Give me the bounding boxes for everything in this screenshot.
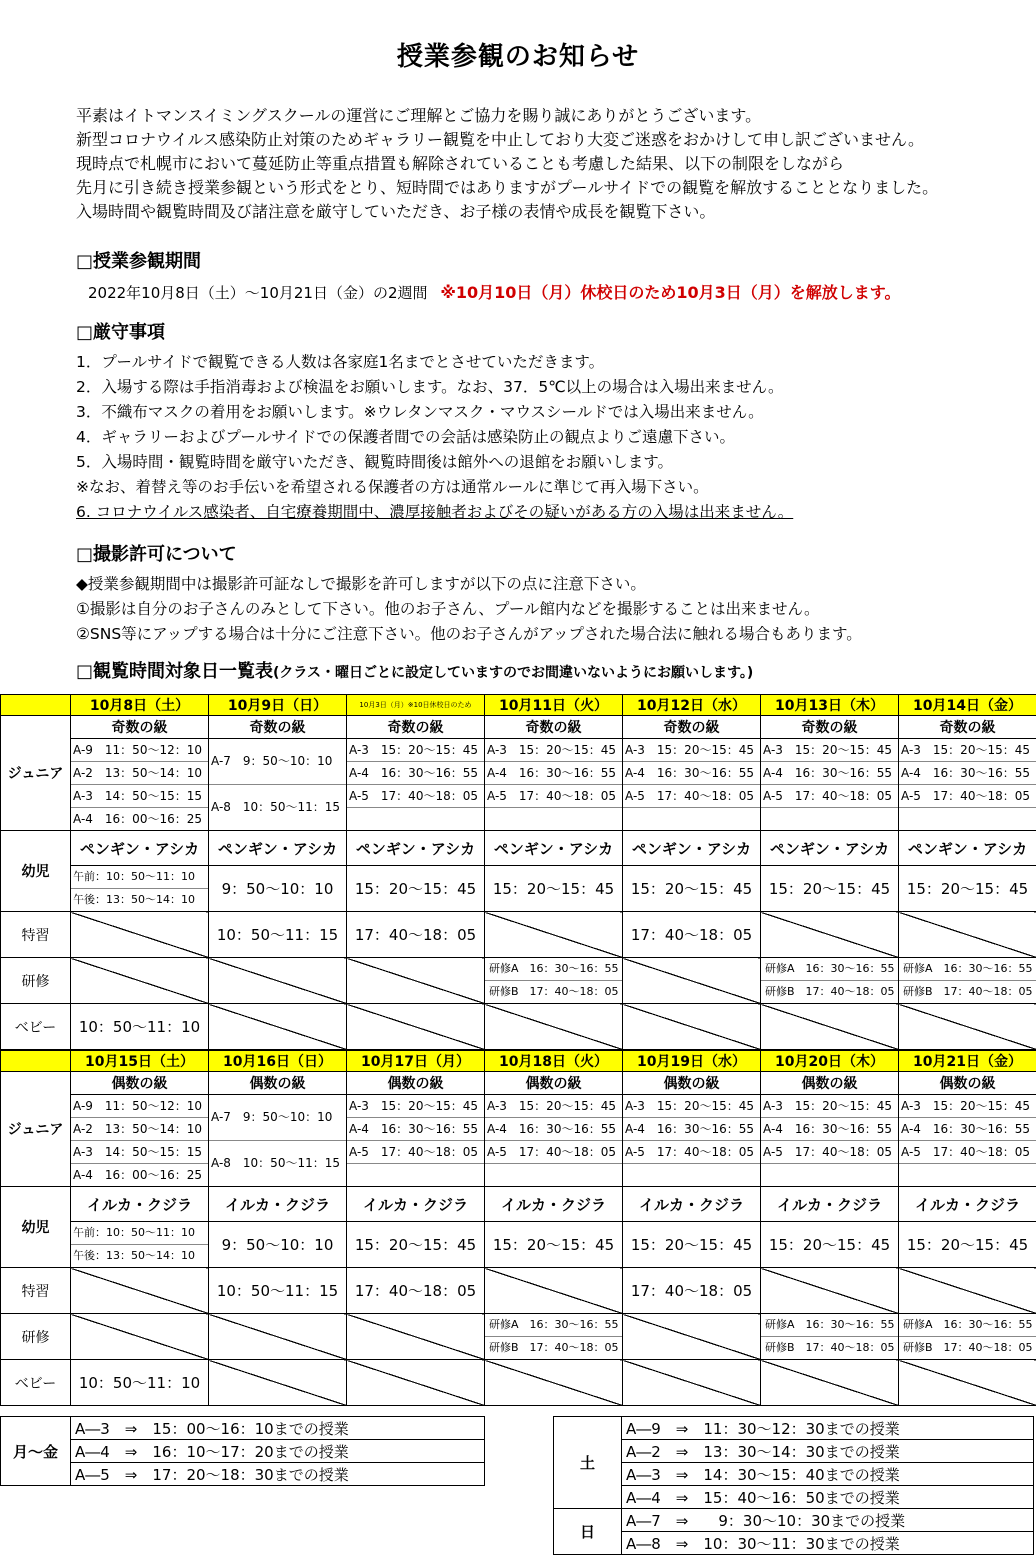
empty-cell [899,1268,1036,1314]
time-slot: 研修A 16：30～16：55 [903,962,1033,975]
rule-item: 1．プールサイドで観覧できる人数は各家庭1名までとさせていただきます。 [76,353,605,371]
time-slot: A-3 15：20～15：45 [901,743,1030,757]
time-slot: A-5 17：40～18：05 [899,1140,1036,1163]
time-slot: A-3 14：50～15：15 [71,784,208,807]
time-slot: 研修B 17：40～18：05 [761,1336,898,1359]
empty-cell [623,1314,761,1360]
youji-time: 15：20～15：45 [623,866,761,912]
intro-line: 現時点で札幌市において蔓延防止等重点措置も解除されていることも考慮した結果、以下の制限をしながら [76,154,845,173]
legend-row: A―3 ⇒ 15：00～16：10までの授業 [71,1417,485,1440]
time-slot: A-5 17：40～18：05 [623,784,760,807]
junior-slots-weekday [899,1095,1036,1187]
empty-cell [347,1004,485,1050]
empty-cell [899,1004,1036,1050]
tokushu-time: 17：40～18：05 [623,912,761,958]
time-slot [899,807,1036,830]
time-slot [761,1163,898,1186]
schedule-heading-sub: (クラス・曜日ごとに設定していますのでお間違いないようにお願いします。) [273,665,754,681]
empty-cell [761,912,899,958]
empty-cell [347,1360,485,1406]
time-slot: A-3 15：20～15：45 [625,743,754,757]
time-slot: A-4 16：30～16：55 [761,761,898,784]
tokushu-time: 10：50～11：15 [209,912,347,958]
empty-cell [71,912,209,958]
time-slot: A-3 15：20～15：45 [763,1099,892,1113]
photo-heading: □撮影許可について [76,544,237,565]
date-header: 10月15日（土） [71,1051,209,1072]
time-slot: A-2 13：50～14：10 [71,1117,208,1140]
rule-item: 5．入場時間・観覧時間を厳守いただき、観覧時間後は館外への退館をお願いします。 [76,453,674,471]
row-label-youji: 幼児 [1,831,71,912]
date-header: 10月3日（月）※10日休校日のため [347,695,485,716]
row-label-junior: ジュニア [1,716,71,831]
empty-cell [209,1004,347,1050]
tokushu-time: 17：40～18：05 [347,912,485,958]
time-slot: A-4 16：30～16：55 [485,761,622,784]
time-slot [347,807,484,830]
time-slot [761,807,898,830]
junior-slots-sun [209,1095,347,1187]
youji-level-label: ペンギン・アシカ [623,831,761,866]
time-slot: 研修A 16：30～16：55 [765,1318,895,1331]
schedule-table-week2 [0,1050,1036,1406]
youji-time: 9：50～10：10 [209,1222,347,1268]
youji-time: 15：20～15：45 [623,1222,761,1268]
schedule-heading-main: □観覧時間対象日一覧表 [76,661,274,682]
period-dates: 2022年10月8日（土）～10月21日（金）の2週間 [88,284,428,302]
empty-cell [761,1360,899,1406]
junior-slots-weekday [761,739,899,831]
time-slot: A-4 16：30～16：55 [347,1117,484,1140]
period-text [88,280,901,303]
legend-weekend [553,1416,1034,1555]
time-slot: A-9 11：50～12：10 [73,1099,202,1113]
junior-slots-sat [71,1095,209,1187]
time-slot: A-8 10：50～11：15 [209,1140,346,1186]
youji-time: 15：20～15：45 [761,866,899,912]
baby-time: 10：50～11：10 [71,1004,209,1050]
junior-slots-weekday [623,1095,761,1187]
time-slot: A-3 15：20～15：45 [487,1099,616,1113]
time-slot [623,807,760,830]
intro-line: 入場時間や観覧時間及び諸注意を厳守していただき、お子様の表情や成長を観覧下さい。 [76,202,716,221]
level-label: 偶数の級 [899,1072,1036,1095]
date-header: 10月16日（日） [209,1051,347,1072]
time-slot: 研修B 17：40～18：05 [899,1336,1036,1359]
row-label-baby: ベビー [1,1360,71,1406]
time-slot: A-5 17：40～18：05 [485,784,622,807]
tokushu-time: 17：40～18：05 [623,1268,761,1314]
time-slot: 研修B 17：40～18：05 [761,980,898,1003]
youji-time: 15：20～15：45 [899,866,1036,912]
youji-time: 15：20～15：45 [347,866,485,912]
time-slot: 研修A 16：30～16：55 [765,962,895,975]
time-slot: A-4 16：30～16：55 [899,1117,1036,1140]
youji-level-label: イルカ・クジラ [71,1187,209,1222]
empty-cell [71,958,209,1004]
schedule-table-week1 [0,694,1036,1050]
time-slot: 研修B 17：40～18：05 [485,1336,622,1359]
photo-item: ①撮影は自分のお子さんのみとして下さい。他のお子さん、プール館内などを撮影することは出来ません。 [76,600,820,618]
time-slot: A-7 9：50～10：10 [211,754,333,768]
intro-paragraph [76,104,1026,224]
youji-level-label: ペンギン・アシカ [761,831,899,866]
date-header: 10月8日（土） [71,695,209,716]
youji-time: 15：20～15：45 [347,1222,485,1268]
date-header: 10月14日（金） [899,695,1036,716]
youji-level-label: イルカ・クジラ [209,1187,347,1222]
legend-row: A―3 ⇒ 14：30～15：40までの授業 [622,1463,1034,1486]
tokushu-time: 10：50～11：15 [209,1268,347,1314]
rule-item: 2．入場する際は手指消毒および検温をお願いします。なお、37．5℃以上の場合は入場出来ません。 [76,378,784,396]
time-slot: A-9 11：50～12：10 [73,743,202,757]
youji-level-label: ペンギン・アシカ [485,831,623,866]
time-slot: A-4 16：30～16：55 [899,761,1036,784]
junior-slots-weekday [485,739,623,831]
time-slot: 午後：13：50～14：10 [71,888,208,911]
rule-item: 6. コロナウイルス感染者、自宅療養期間中、濃厚接触者およびその疑いがある方の入場は出来ません。 [76,503,794,521]
time-slot: A-4 16：30～16：55 [347,761,484,784]
legend-row: A―7 ⇒ 9：30～10：30までの授業 [622,1509,1034,1532]
date-header: 10月11日（火） [485,695,623,716]
time-slot: A-3 15：20～15：45 [901,1099,1030,1113]
time-slot: A-4 16：30～16：55 [623,761,760,784]
corner-cell [1,695,71,716]
photo-item: ◆授業参観期間中は撮影許可証なしで撮影を許可しますが以下の点に注意下さい。 [76,575,646,593]
rule-item: ※なお、着替え等のお手伝いを希望される保護者の方は通常ルールに準じて再入場下さい。 [76,478,709,496]
kenshu-slots [761,958,899,1004]
schedule-heading [76,657,753,683]
time-slot: A-5 17：40～18：05 [761,1140,898,1163]
empty-cell [485,912,623,958]
level-label: 偶数の級 [761,1072,899,1095]
rule-item: 3．不織布マスクの着用をお願いします。※ウレタンマスク・マウスシールドでは入場出来ません。 [76,403,764,421]
kenshu-slots [899,958,1036,1004]
date-header: 10月9日（日） [209,695,347,716]
youji-level-label: ペンギン・アシカ [347,831,485,866]
youji-slots-sat [71,1222,209,1268]
legend-row: A―8 ⇒ 10：30～11：30までの授業 [622,1532,1034,1555]
junior-slots-weekday [623,739,761,831]
tokushu-time: 17：40～18：05 [347,1268,485,1314]
empty-cell [209,1360,347,1406]
date-header: 10月21日（金） [899,1051,1036,1072]
row-label-junior: ジュニア [1,1072,71,1187]
kenshu-slots [899,1314,1036,1360]
kenshu-slots [761,1314,899,1360]
level-label: 奇数の級 [71,716,209,739]
time-slot: A-3 15：20～15：45 [349,1099,478,1113]
legend-weekday-label: 月～金 [1,1417,71,1486]
row-label-kenshu: 研修 [1,1314,71,1360]
junior-slots-weekday [485,1095,623,1187]
corner-cell [1,1051,71,1072]
time-slot: A-8 10：50～11：15 [209,784,346,830]
period-note: ※10月10日（月）休校日のため10月3日（月）を解放します。 [440,283,901,302]
date-header: 10月19日（水） [623,1051,761,1072]
time-slot [485,1163,622,1186]
time-slot: A-3 14：50～15：15 [71,1140,208,1163]
time-slot: 研修A 16：30～16：55 [903,1318,1033,1331]
intro-line: 平素はイトマンスイミングスクールの運営にご理解とご協力を賜り誠にありがとうございます。 [76,106,762,125]
level-label: 奇数の級 [623,716,761,739]
level-label: 偶数の級 [209,1072,347,1095]
empty-cell [761,1004,899,1050]
youji-level-label: イルカ・クジラ [485,1187,623,1222]
empty-cell [209,958,347,1004]
time-slot: 研修A 16：30～16：55 [489,1318,619,1331]
youji-time: 15：20～15：45 [485,866,623,912]
date-header: 10月12日（水） [623,695,761,716]
time-slot: A-4 16：30～16：55 [485,1117,622,1140]
date-header: 10月13日（木） [761,695,899,716]
legend-row: A―4 ⇒ 16：10～17：20までの授業 [71,1440,485,1463]
time-slot: A-3 15：20～15：45 [349,743,478,757]
time-slot: A-2 13：50～14：10 [71,761,208,784]
junior-slots-weekday [761,1095,899,1187]
legend-weekday [0,1416,485,1486]
period-heading: □授業参観期間 [76,251,202,272]
photo-item: ②SNS等にアップする場合は十分にご注意下さい。他のお子さんがアップされた場合法に触れる場合もあります。 [76,625,862,643]
time-slot: 研修A 16：30～16：55 [489,962,619,975]
time-slot: A-4 16：30～16：55 [623,1117,760,1140]
time-slot: A-5 17：40～18：05 [485,1140,622,1163]
empty-cell [623,958,761,1004]
time-slot: A-5 17：40～18：05 [761,784,898,807]
youji-time: 9：50～10：10 [209,866,347,912]
junior-slots-sun [209,739,347,831]
legend-row: A―9 ⇒ 11：30～12：30までの授業 [622,1417,1034,1440]
youji-level-label: ペンギン・アシカ [899,831,1036,866]
row-label-baby: ベビー [1,1004,71,1050]
time-slot: A-3 15：20～15：45 [487,743,616,757]
empty-cell [485,1268,623,1314]
level-label: 偶数の級 [485,1072,623,1095]
empty-cell [761,1268,899,1314]
level-label: 偶数の級 [347,1072,485,1095]
youji-time: 15：20～15：45 [899,1222,1036,1268]
time-slot: A-5 17：40～18：05 [899,784,1036,807]
time-slot: A-5 17：40～18：05 [347,784,484,807]
empty-cell [71,1314,209,1360]
junior-slots-weekday [899,739,1036,831]
empty-cell [623,1004,761,1050]
level-label: 偶数の級 [623,1072,761,1095]
youji-slots-sat [71,866,209,912]
time-slot: A-4 16：30～16：55 [761,1117,898,1140]
rule-item: 4．ギャラリーおよびプールサイドでの保護者間での会話は感染防止の観点よりご遠慮下さい。 [76,428,736,446]
level-label: 奇数の級 [347,716,485,739]
time-slot: 午後：13：50～14：10 [71,1244,208,1267]
intro-line: 新型コロナウイルス感染防止対策のためギャラリー観覧を中止しており大変ご迷惑をおかけして申し訳ございません。 [76,130,925,149]
row-label-youji: 幼児 [1,1187,71,1268]
time-slot: A-4 16：00～16：25 [71,1163,208,1186]
legend-sun-label: 日 [554,1509,622,1555]
kenshu-slots [485,958,623,1004]
intro-line: 先月に引き続き授業参観という形式をとり、短時間ではありますがプールサイドでの観覧を解放することとなりました。 [76,178,939,197]
time-slot: 研修B 17：40～18：05 [899,980,1036,1003]
level-label: 奇数の級 [761,716,899,739]
time-slot: 午前：10：50～11：10 [73,1226,195,1239]
legend-sat-label: 土 [554,1417,622,1509]
row-label-tokushu: 特習 [1,1268,71,1314]
time-slot: 午前：10：50～11：10 [73,870,195,883]
junior-slots-weekday [347,1095,485,1187]
kenshu-slots [485,1314,623,1360]
time-slot: 研修B 17：40～18：05 [485,980,622,1003]
empty-cell [71,1268,209,1314]
youji-level-label: イルカ・クジラ [761,1187,899,1222]
row-label-kenshu: 研修 [1,958,71,1004]
date-header: 10月17日（月） [347,1051,485,1072]
empty-cell [623,1360,761,1406]
date-header: 10月18日（火） [485,1051,623,1072]
time-slot [347,1163,484,1186]
empty-cell [347,958,485,1004]
time-slot: A-7 9：50～10：10 [211,1110,333,1124]
page-title: 授業参観のお知らせ [396,42,640,72]
empty-cell [899,1360,1036,1406]
youji-level-label: イルカ・クジラ [899,1187,1036,1222]
row-label-tokushu: 特習 [1,912,71,958]
time-slot: A-5 17：40～18：05 [623,1140,760,1163]
baby-time: 10：50～11：10 [71,1360,209,1406]
date-header: 10月20日（木） [761,1051,899,1072]
time-slot [485,807,622,830]
time-slot [899,1163,1036,1186]
youji-time: 15：20～15：45 [485,1222,623,1268]
empty-cell [485,1004,623,1050]
time-slot: A-3 15：20～15：45 [625,1099,754,1113]
level-label: 奇数の級 [209,716,347,739]
youji-level-label: イルカ・クジラ [623,1187,761,1222]
rules-heading: □厳守事項 [76,322,166,343]
time-slot: A-5 17：40～18：05 [347,1140,484,1163]
level-label: 奇数の級 [485,716,623,739]
legend-row: A―2 ⇒ 13：30～14：30までの授業 [622,1440,1034,1463]
empty-cell [209,1314,347,1360]
time-slot: A-4 16：00～16：25 [71,807,208,830]
legend-row: A―5 ⇒ 17：20～18：30までの授業 [71,1463,485,1486]
time-slot: A-3 15：20～15：45 [763,743,892,757]
empty-cell [899,912,1036,958]
junior-slots-sat [71,739,209,831]
youji-level-label: ペンギン・アシカ [71,831,209,866]
legend-row: A―4 ⇒ 15：40～16：50までの授業 [622,1486,1034,1509]
level-label: 偶数の級 [71,1072,209,1095]
time-slot [623,1163,760,1186]
empty-cell [485,1360,623,1406]
youji-level-label: イルカ・クジラ [347,1187,485,1222]
level-label: 奇数の級 [899,716,1036,739]
empty-cell [347,1314,485,1360]
youji-time: 15：20～15：45 [761,1222,899,1268]
junior-slots-weekday [347,739,485,831]
youji-level-label: ペンギン・アシカ [209,831,347,866]
